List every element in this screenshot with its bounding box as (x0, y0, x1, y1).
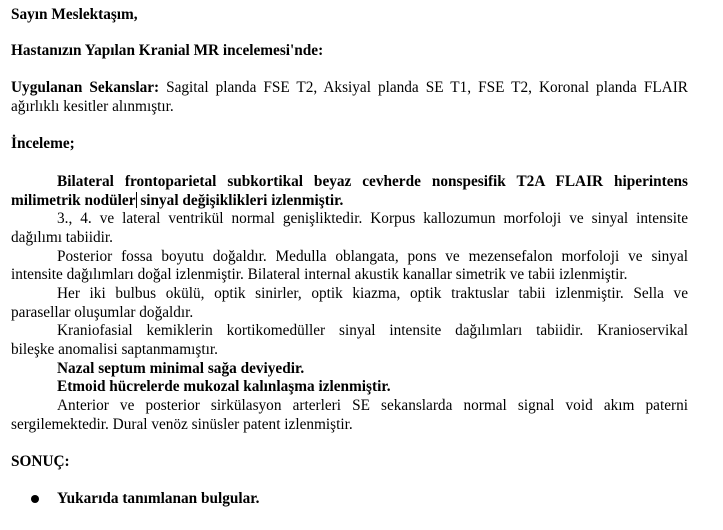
greeting: Sayın Meslektaşım, (11, 6, 138, 23)
finding-p5-line2: bileşke anomalisi saptanmamıştır. (11, 341, 218, 358)
finding-p4-line2: parasellar oluşumlar doğaldır. (11, 304, 194, 321)
finding-p1-line2[interactable] (11, 192, 343, 211)
finding-p1-line1: Bilateral frontoparietal subkortikal beyaz cevherde nonspesifik T2A FLAIR hiperintens (57, 173, 688, 190)
finding-p6: Nazal septum minimal sağa deviyedir. (57, 360, 305, 377)
conclusion-item: Yukarıda tanımlanan bulgular. (57, 490, 260, 507)
sequences-text-1: Sagital planda FSE T2, Aksiyal planda SE T1, FSE T2, Koronal planda FLAIR (166, 79, 689, 96)
conclusion-heading: SONUÇ: (11, 453, 70, 470)
exam-title: Hastanızın Yapılan Kranial MR incelemesi'nde: (11, 42, 324, 59)
finding-p2-line1: 3., 4. ve lateral ventrikül normal genişliktedir. Korpus kallozumun morfoloji ve sinyal intensite (57, 210, 688, 227)
finding-p4-line1: Her iki bulbus okülü, optik sinirler, optik kiazma, optik traktuslar tabii izlenmiştir. Sella ve (57, 285, 688, 302)
sequences-line-1 (11, 79, 688, 98)
finding-p5-line1: Kraniofasial kemiklerin kortikomedüller sinyal intensite dağılımları tabiidir. Kranioservikal (57, 322, 688, 339)
findings-heading: İnceleme; (11, 135, 75, 152)
finding-p8-line2: sergilemektedir. Dural venöz sinüsler patent izlenmiştir. (11, 416, 353, 433)
finding-p8-line1: Anterior ve posterior sirkülasyon arterleri SE sekanslarda normal signal void akım paterni (57, 397, 688, 414)
finding-p3-line1: Posterior fossa boyutu doğaldır. Medulla oblangata, pons ve mezensefalon morfoloji ve sinyal (57, 248, 688, 265)
sequences-label: Uygulanan Sekanslar: (11, 79, 160, 96)
finding-p2-line2: dağılımı tabiidir. (11, 229, 113, 246)
bullet-icon (31, 495, 39, 503)
sequences-line-2: ağırlıklı kesitler alınmıştır. (11, 98, 174, 115)
finding-p1-line2-a: milimetrik nodüler (11, 192, 136, 209)
finding-p1-line2-b: sinyal değişiklikleri izlenmiştir. (136, 192, 344, 209)
finding-p3-line2: intensite dağılımları doğal izlenmiştir. Bilateral internal akustik kanallar simetrik ve tabii izlenmiştir. (11, 266, 628, 283)
finding-p7: Etmoid hücrelerde mukozal kalınlaşma izlenmiştir. (57, 378, 391, 395)
